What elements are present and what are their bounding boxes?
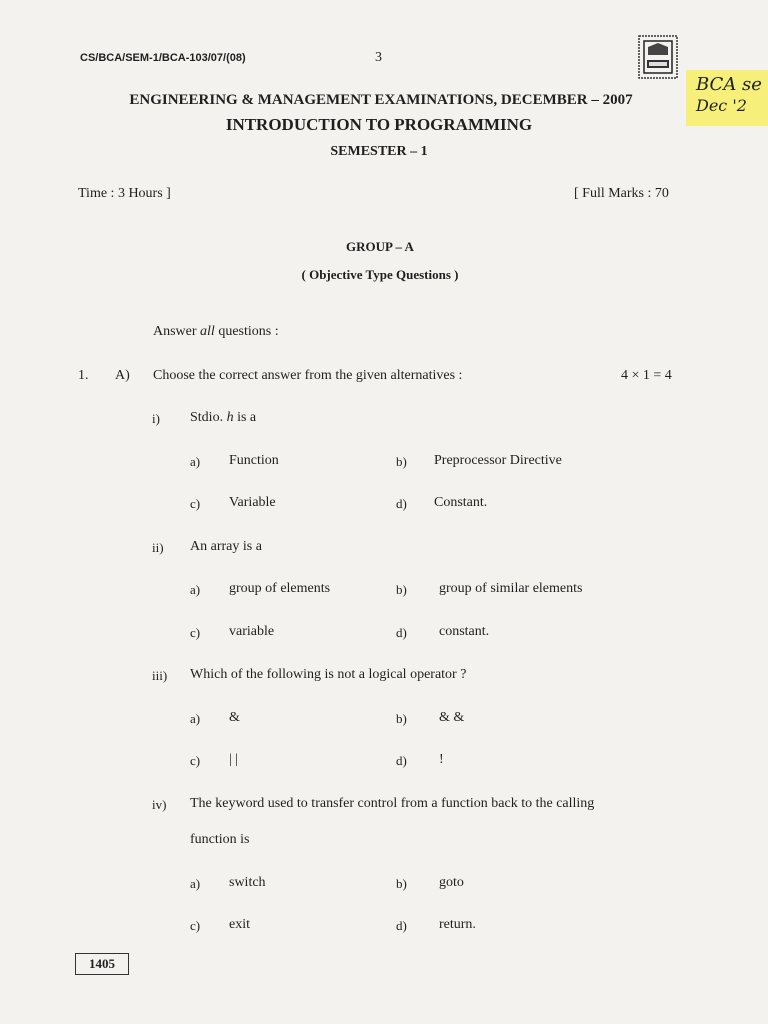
option-label: b)	[396, 711, 407, 726]
option-text: switch	[229, 875, 266, 890]
option-label: c)	[190, 625, 201, 640]
option-text: constant.	[439, 624, 490, 639]
page-number: 3	[375, 50, 382, 65]
option-label: c)	[190, 496, 201, 511]
exam-title: ENGINEERING & MANAGEMENT EXAMINATIONS, DECEMBER – 2007	[129, 92, 633, 108]
semester-title: SEMESTER – 1	[330, 144, 428, 159]
option-label: c)	[190, 918, 201, 933]
option-text: group of elements	[229, 581, 331, 596]
option-label: b)	[396, 582, 407, 597]
question-number: 1.	[78, 368, 89, 383]
item-roman: iii)	[152, 668, 168, 683]
option-label: d)	[396, 918, 407, 933]
option-text: Variable	[229, 495, 276, 510]
time-label: Time : 3 Hours ]	[78, 186, 171, 201]
university-logo-icon	[634, 33, 682, 81]
question-part: A)	[115, 368, 130, 383]
option-text: goto	[439, 875, 464, 890]
paper-code: CS/BCA/SEM-1/BCA-103/07/(08)	[80, 52, 246, 64]
option-label: d)	[396, 496, 407, 511]
option-text: Function	[229, 453, 279, 468]
option-text: & &	[439, 710, 465, 725]
question-text: Choose the correct answer from the given alternatives :	[153, 368, 463, 383]
item-stem: Stdio. h is a	[190, 410, 257, 425]
option-label: b)	[396, 454, 407, 469]
option-label: a)	[190, 582, 201, 597]
option-text: variable	[229, 624, 275, 639]
group-type: ( Objective Type Questions )	[301, 267, 459, 282]
item-roman: i)	[152, 411, 160, 426]
subject-title: INTRODUCTION TO PROGRAMMING	[225, 115, 533, 134]
option-text: group of similar elements	[439, 581, 583, 596]
option-label: a)	[190, 711, 201, 726]
option-label: c)	[190, 753, 201, 768]
option-label: b)	[396, 876, 407, 891]
item-stem-line1: The keyword used to transfer control from a function back to the calling	[190, 796, 595, 811]
option-text: exit	[229, 917, 250, 932]
option-text: | |	[229, 752, 239, 767]
option-label: a)	[190, 454, 201, 469]
full-marks-label: [ Full Marks : 70	[574, 186, 669, 201]
item-roman: iv)	[152, 797, 167, 812]
item-stem: An array is a	[190, 539, 262, 554]
option-label: d)	[396, 753, 407, 768]
item-stem-line2: function is	[190, 832, 250, 847]
option-text: !	[439, 752, 444, 767]
item-roman: ii)	[152, 540, 164, 555]
handwritten-note-line2: Dec '2	[696, 96, 747, 115]
option-label: d)	[396, 625, 407, 640]
option-text: Constant.	[434, 495, 488, 510]
option-text: return.	[439, 917, 476, 932]
item-stem: Which of the following is not a logical operator ?	[190, 667, 467, 682]
option-text: &	[229, 710, 240, 725]
group-heading: GROUP – A	[346, 239, 414, 254]
instruction: Answer all questions :	[153, 324, 279, 339]
page-code-stamp: 1405	[75, 953, 129, 975]
option-label: a)	[190, 876, 201, 891]
option-text: Preprocessor Directive	[434, 453, 562, 468]
handwritten-note-line1: BCA se	[696, 74, 762, 95]
question-marks: 4 × 1 = 4	[621, 368, 672, 383]
